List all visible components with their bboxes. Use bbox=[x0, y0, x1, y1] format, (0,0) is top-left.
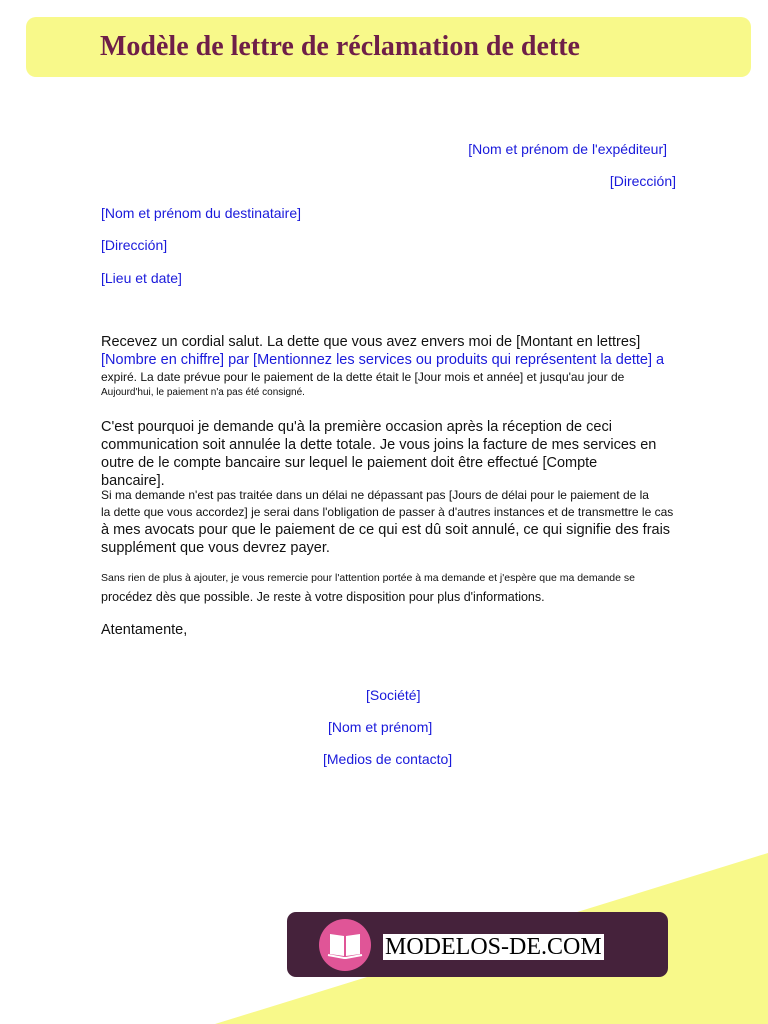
open-book-icon bbox=[319, 919, 371, 971]
signature-name: [Nom et prénom] bbox=[328, 719, 433, 735]
place-and-date: [Lieu et date] bbox=[101, 270, 182, 286]
closing-salutation: Atentamente, bbox=[101, 622, 188, 638]
body-paragraph-3-line-4: supplément que vous devrez payer. bbox=[101, 540, 330, 556]
body-paragraph-1-line-2: [Nombre en chiffre] par [Mentionnez les services ou produits qui représentent la dette] a bbox=[101, 352, 665, 368]
body-paragraph-2: C'est pourquoi je demande qu'à la première occasion après la réception de ceci communication soit annulée la dette totale. Je vous joins la facture de mes services en outre de le compte bancaire sur lequel le paiement doit être effectué [Compte bancaire]. bbox=[101, 419, 657, 489]
body-paragraph-3-line-3: à mes avocats pour que le paiement de ce qui est dû soit annulé, ce qui signifie des frais bbox=[101, 522, 671, 538]
signature-contact: [Medios de contacto] bbox=[323, 751, 453, 767]
body-paragraph-4-line-2: procédez dès que possible. Je reste à votre disposition pour plus d'informations. bbox=[101, 590, 545, 604]
logo-badge bbox=[319, 919, 371, 971]
logo-text: MODELOS-DE.COM bbox=[385, 934, 602, 960]
sender-name: [Nom et prénom de l'expéditeur] bbox=[468, 141, 667, 157]
recipient-address: [Dirección] bbox=[101, 237, 168, 253]
recipient-name: [Nom et prénom du destinataire] bbox=[101, 205, 301, 221]
sender-address: [Dirección] bbox=[609, 173, 676, 189]
site-logo[interactable] bbox=[287, 912, 668, 977]
body-paragraph-1-line-1: Recevez un cordial salut. La dette que vous avez envers moi de [Montant en lettres] bbox=[101, 334, 641, 350]
body-paragraph-3-line-2: la dette que vous accordez] je serai dans l'obligation de passer à d'autres instances et de transmettre le cas bbox=[101, 505, 674, 519]
body-paragraph-1-line-3: expiré. La date prévue pour le paiement de la dette était le [Jour mois et année] et jusqu'au jour de bbox=[101, 370, 625, 384]
signature-company: [Société] bbox=[366, 687, 421, 703]
body-paragraph-4-line-1: Sans rien de plus à ajouter, je vous remercie pour l'attention portée à ma demande et j'espère que ma demande se bbox=[101, 572, 635, 584]
body-paragraph-1-line-4: Aujourd'hui, le paiement n'a pas été consigné. bbox=[101, 387, 305, 398]
body-paragraph-3-line-1: Si ma demande n'est pas traitée dans un délai ne dépassant pas [Jours de délai pour le paiement de la bbox=[101, 488, 649, 502]
page-title: Modèle de lettre de réclamation de dette bbox=[100, 31, 580, 62]
title-banner bbox=[26, 17, 751, 77]
